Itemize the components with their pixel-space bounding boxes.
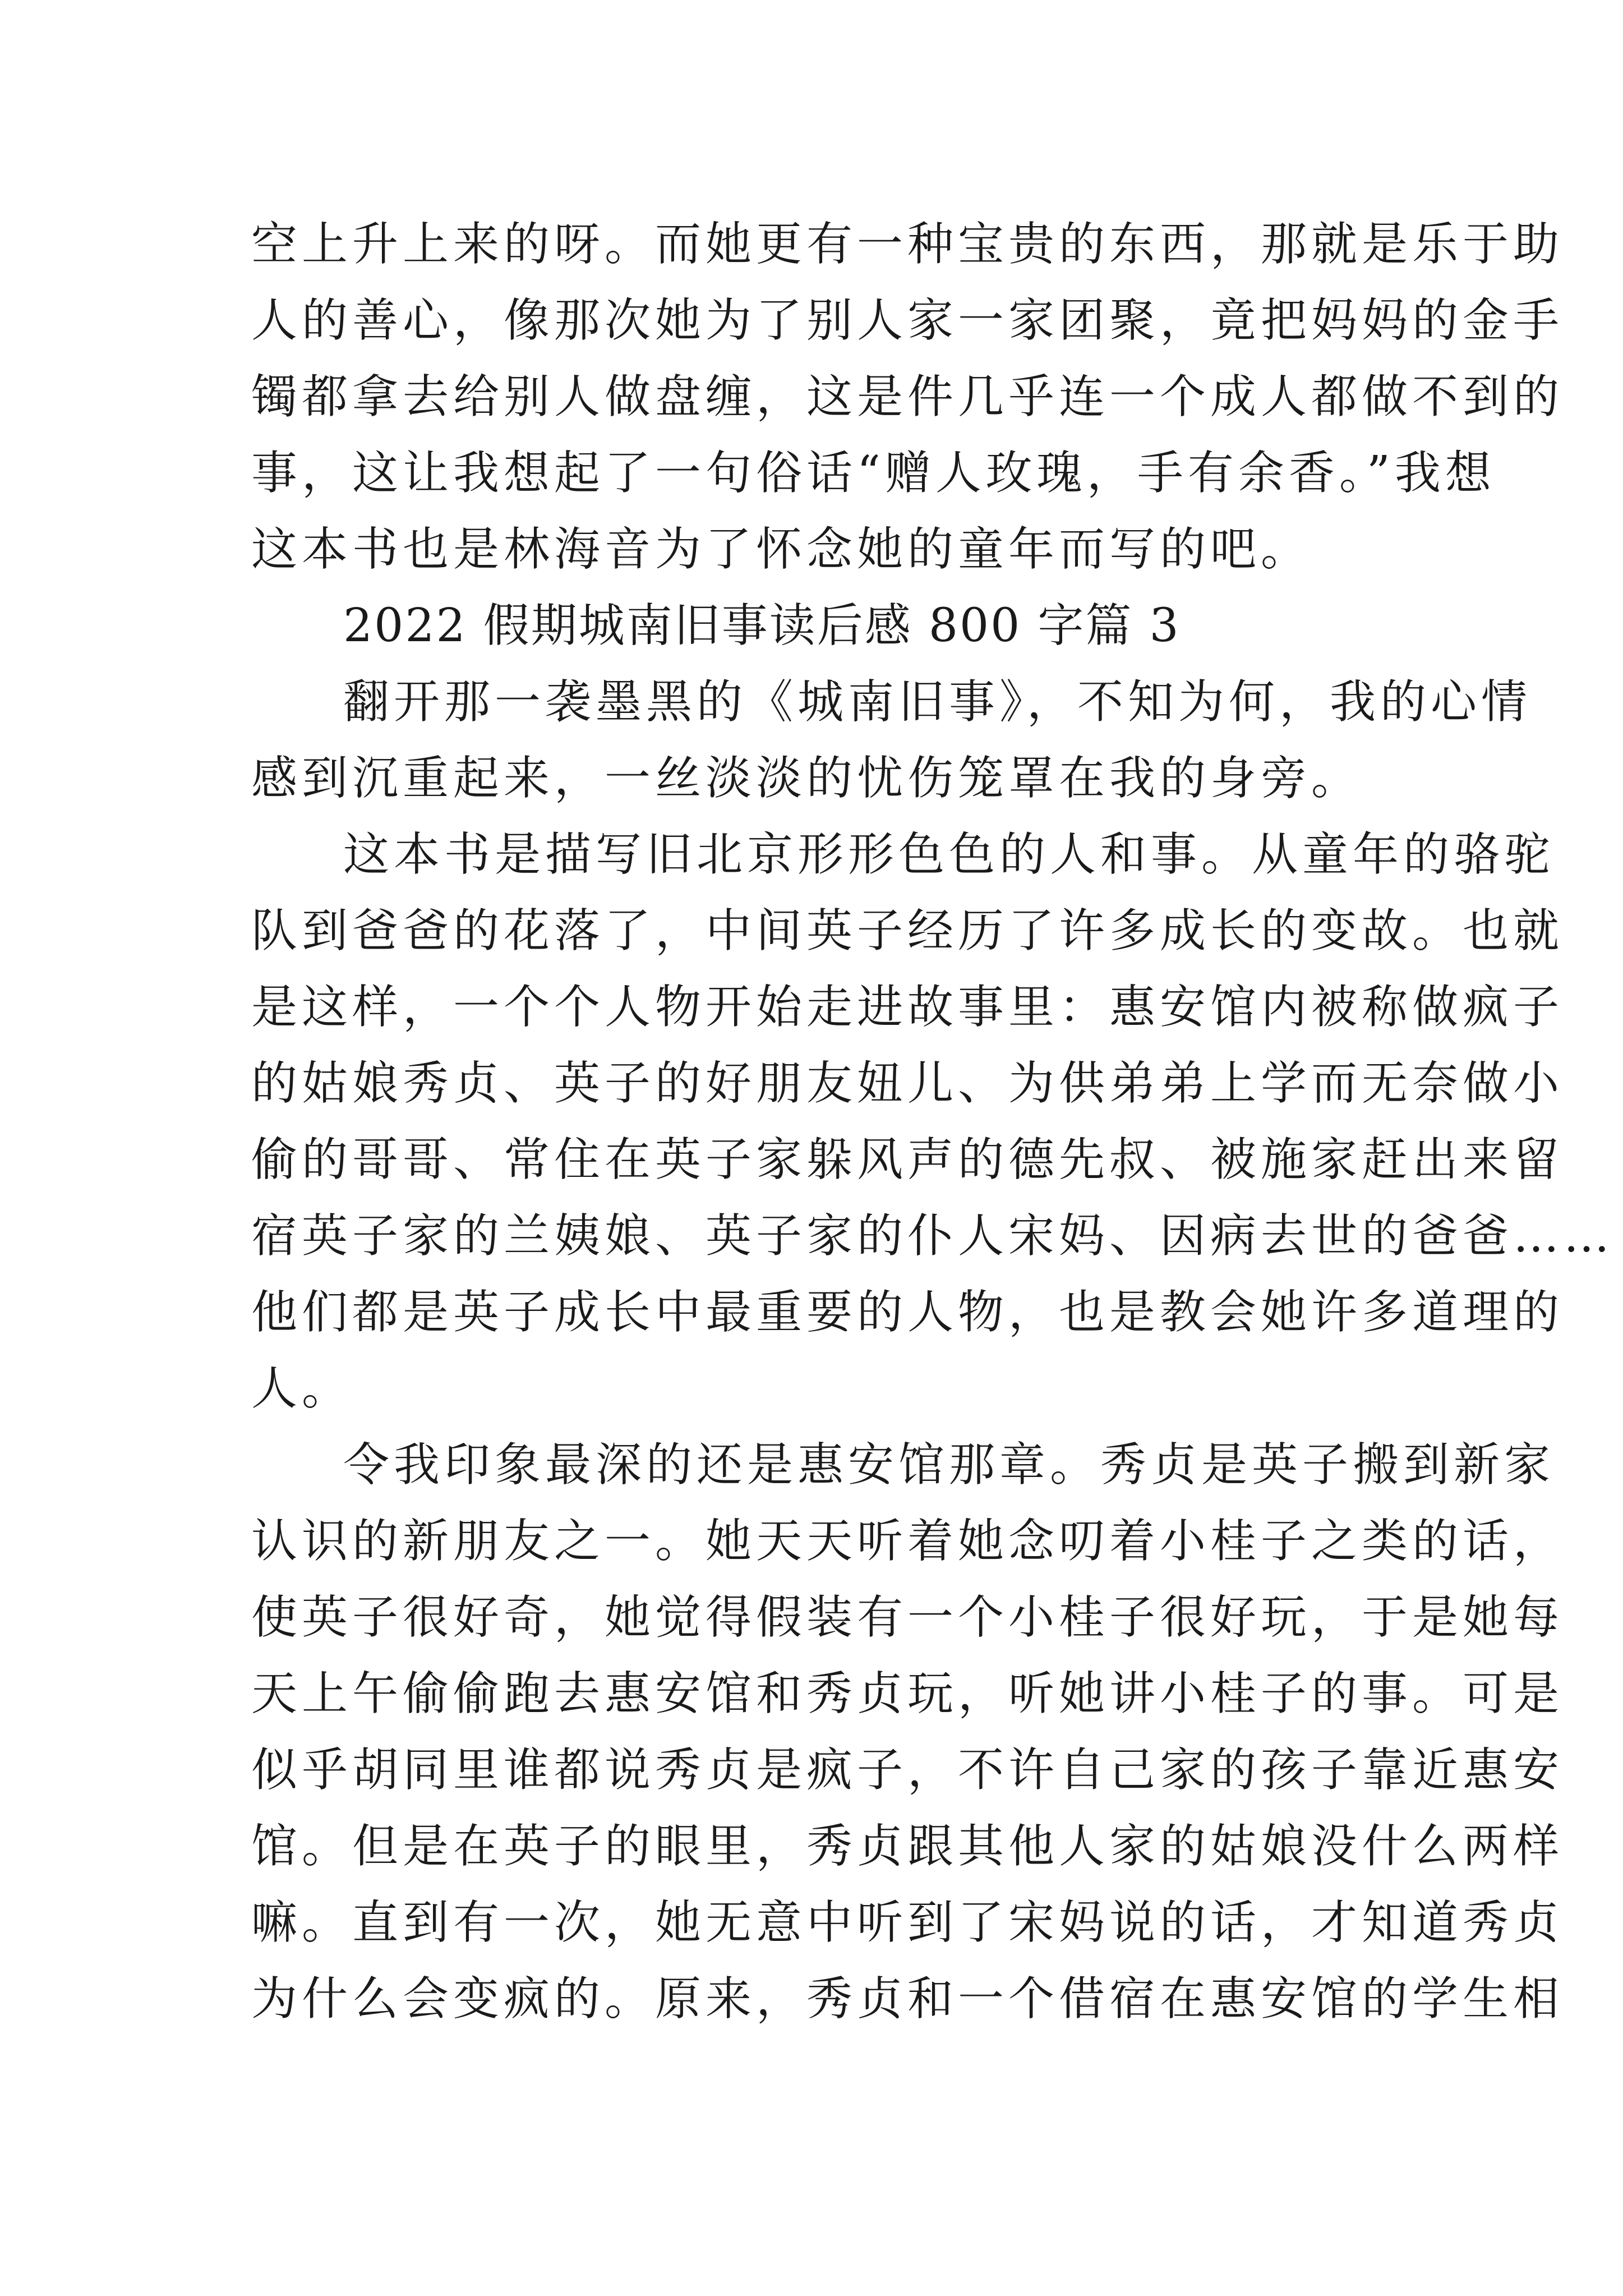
text-line: 馆。但是在英子的眼里，秀贞跟其他人家的姑娘没什么两样 [251,1820,1564,1873]
section-heading: 2022 假期城南旧事读后感 800 字篇 3 [343,599,1181,652]
text-line: 队到爸爸的花落了，中间英子经历了许多成长的变故。也就 [251,904,1564,958]
text-line: 空上升上来的呀。而她更有一种宝贵的东西，那就是乐于助 [251,218,1564,271]
paragraph-start-line: 令我印象最深的还是惠安馆那章。秀贞是英子搬到新家 [343,1438,1555,1492]
text-line: 使英子很好奇，她觉得假装有一个小桂子很好玩，于是她每 [251,1591,1564,1644]
text-line: 感到沉重起来，一丝淡淡的忧伤笼罩在我的身旁。 [251,752,1362,805]
text-line: 镯都拿去给别人做盘缠，这是件几乎连一个成人都做不到的 [251,370,1564,424]
paragraph-start-line: 这本书是描写旧北京形形色色的人和事。从童年的骆驼 [343,828,1555,881]
text-line: 为什么会变疯的。原来，秀贞和一个借宿在惠安馆的学生相 [251,1972,1564,2026]
paragraph-start-line: 翻开那一袭墨黑的《城南旧事》，不知为何，我的心情 [343,675,1532,729]
text-line: 嘛。直到有一次，她无意中听到了宋妈说的话，才知道秀贞 [251,1896,1564,1949]
text-line: 他们都是英子成长中最重要的人物，也是教会她许多道理的 [251,1286,1564,1339]
text-line: 偷的哥哥、常住在英子家躲风声的德先叔、被施家赶出来留 [251,1133,1564,1186]
text-line: 人的善心，像那次她为了别人家一家团聚，竟把妈妈的金手 [251,294,1564,347]
text-line: 这本书也是林海音为了怀念她的童年而写的吧。 [251,523,1312,576]
text-line: 天上午偷偷跑去惠安馆和秀贞玩，听她讲小桂子的事。可是 [251,1667,1564,1720]
text-line: 的姑娘秀贞、英子的好朋友妞儿、为供弟弟上学而无奈做小 [251,1057,1564,1110]
text-line: 事，这让我想起了一句俗话“赠人玫瑰，手有余香。”我想 [251,447,1496,500]
body-text [251,206,1615,2037]
text-line: 似乎胡同里谁都说秀贞是疯子，不许自己家的孩子靠近惠安 [251,1743,1564,1797]
text-line: 认识的新朋友之一。她天天听着她念叨着小桂子之类的话， [251,1515,1564,1568]
text-line: 是这样，一个个人物开始走进故事里：惠安馆内被称做疯子 [251,981,1564,1034]
text-line: 宿英子家的兰姨娘、英子家的仆人宋妈、因病去世的爸爸…… [251,1209,1615,1263]
text-line: 人。 [251,1362,353,1415]
